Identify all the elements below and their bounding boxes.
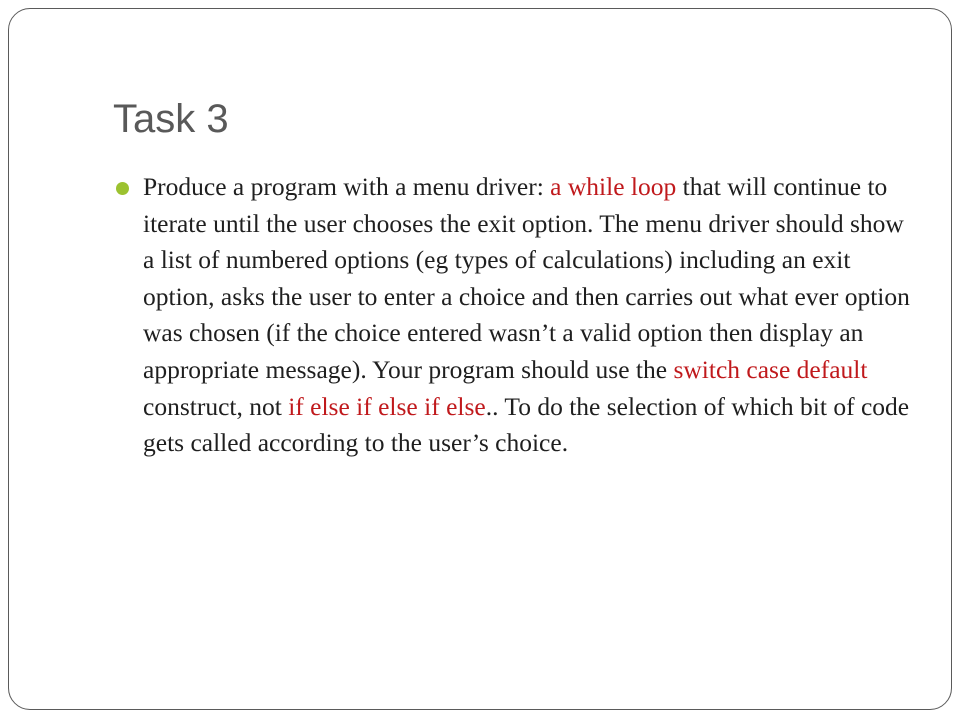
text-segment: construct, not bbox=[143, 391, 289, 421]
bullet-dot-icon bbox=[116, 182, 129, 195]
text-segment: that will continue to iterate until the user chooses the exit option. The menu driver should show a list of numbered options (eg types of calculations) including an exit option, asks the user to enter a choice and then carries out what ever option was chosen (if the choice entered wasn’t a valid option then display an appropriate message). Your program should use the bbox=[143, 172, 910, 384]
highlight-if-else: if else if else if else bbox=[288, 391, 486, 421]
slide-title: Task 3 bbox=[113, 97, 229, 141]
text-segment: .. To do the selection of which bit of code gets called according to the user’s choice. bbox=[143, 391, 910, 458]
slide-body bbox=[115, 169, 915, 462]
highlight-while-loop: a while loop bbox=[550, 172, 677, 201]
highlight-switch-case: switch case default bbox=[673, 354, 868, 384]
text-segment: Produce a program with a menu driver: bbox=[143, 172, 551, 201]
bullet-item bbox=[115, 169, 915, 462]
bullet-text bbox=[143, 169, 915, 462]
slide bbox=[8, 8, 952, 710]
